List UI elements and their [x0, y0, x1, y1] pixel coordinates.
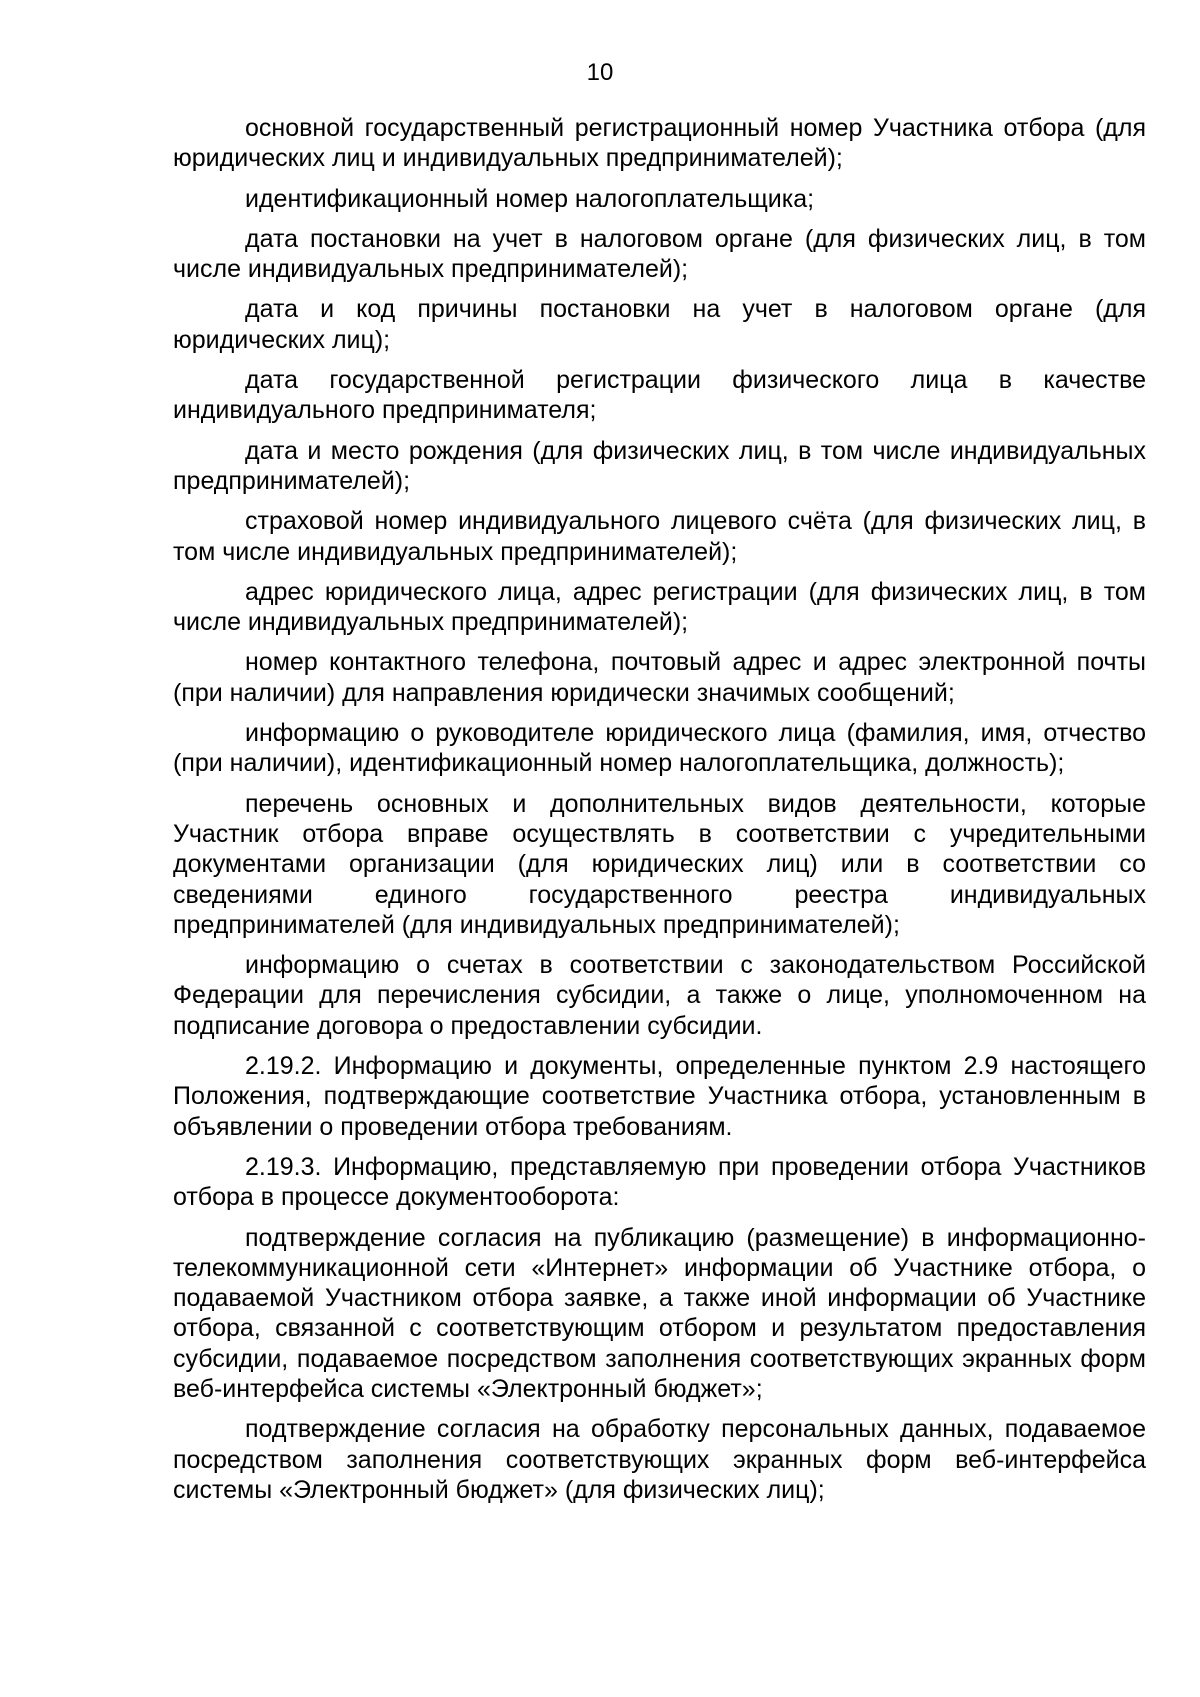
- paragraph-2-19-3: 2.19.3. Информацию, представляемую при проведении отбора Участников отбора в процессе документооборота:: [173, 1152, 1146, 1212]
- paragraph-contacts: номер контактного телефона, почтовый адрес и адрес электронной почты (при наличии) для направления юридически значимых сообщений;: [173, 648, 1146, 707]
- paragraph-inn: идентификационный номер налогоплательщика;: [245, 184, 815, 213]
- paragraph-address: адрес юридического лица, адрес регистрации (для физических лиц, в том числе индивидуальных предпринимателей);: [173, 577, 1146, 637]
- paragraph-accounts: информацию о счетах в соответствии с законодательством Российской Федерации для перечисления субсидии, а также о лице, уполномоченном на подписание договора о предоставлении субсидии.: [173, 951, 1146, 1040]
- paragraph-birth-date-place: дата и место рождения (для физических лиц, в том числе индивидуальных предпринимателей);: [173, 436, 1146, 495]
- page-number: 10: [586, 59, 614, 86]
- paragraph-snils: страховой номер индивидуального лицевого счёта (для физических лиц, в том числе индивидуальных предпринимателей);: [173, 507, 1146, 566]
- paragraph-ogrn: основной государственный регистрационный номер Участника отбора (для юридических лиц и индивидуальных предпринимателей);: [173, 114, 1146, 173]
- paragraph-kpp: дата и код причины постановки на учет в налоговом органе (для юридических лиц);: [173, 295, 1146, 354]
- paragraph-head-info: информацию о руководителе юридического лица (фамилия, имя, отчество (при наличии), идентификационный номер налогоплательщика, должность);: [173, 719, 1146, 778]
- document-body: [173, 113, 1146, 1515]
- paragraph-tax-registration-date: дата постановки на учет в налоговом органе (для физических лиц, в том числе индивидуальных предпринимателей);: [173, 224, 1146, 284]
- paragraph-ip-registration-date: дата государственной регистрации физического лица в качестве индивидуального предпринимателя;: [173, 366, 1146, 425]
- paragraph-publication-consent: подтверждение согласия на публикацию (размещение) в информационно-телекоммуникационной сети «Интернет» информации об Участнике отбора, о подаваемой Участником отбора заявке, а также иной информации об Участнике отбора, связанной с соответствующим отбором и результатом предоставления субсидии, подаваемое посредством заполнения соответствующих экранных форм веб-интерфейса системы «Электронный бюджет»;: [173, 1223, 1146, 1403]
- paragraph-activities: перечень основных и дополнительных видов деятельности, которые Участник отбора вправе осуществлять в соответствии с учредительными документами организации (для юридических лиц) или в соответствии со сведениями единого государственного реестра индивидуальных предпринимателей (для индивидуальных предпринимателей);: [173, 789, 1146, 939]
- paragraph-personal-data-consent: подтверждение согласия на обработку персональных данных, подаваемое посредством заполнения соответствующих экранных форм веб-интерфейса системы «Электронный бюджет» (для физических лиц);: [173, 1415, 1146, 1504]
- paragraph-2-19-2: 2.19.2. Информацию и документы, определенные пунктом 2.9 настоящего Положения, подтверждающие соответствие Участника отбора, установленным в объявлении о проведении отбора требованиям.: [173, 1052, 1146, 1141]
